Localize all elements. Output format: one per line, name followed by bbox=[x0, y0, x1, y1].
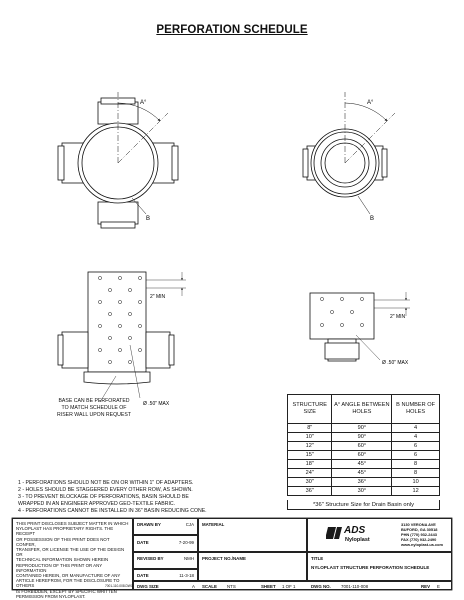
general-notes bbox=[18, 480, 207, 515]
material-cell: MATERIAL bbox=[198, 518, 307, 552]
schedule-footnote: *36" Structure Size for Drain Basin only bbox=[287, 500, 440, 510]
drawn-by-cell: DRAWN BY CJA bbox=[133, 518, 198, 535]
title-cell: TITLE NYLOPLAST STRUCTURE PERFORATION SCHEDULE bbox=[307, 552, 452, 581]
note-1: 1 - PERFORATIONS SHOULD NOT BE ON OR WITHIN 1" OF ADAPTERS. bbox=[18, 480, 194, 486]
header-angle: A° ANGLE BETWEEN HOLES bbox=[332, 395, 392, 424]
b-label-left: B bbox=[146, 216, 151, 222]
base-note: BASE CAN BE PERFORATED TO MATCH SCHEDULE OF RISER WALL UPON REQUEST bbox=[57, 398, 131, 418]
table-header-row bbox=[288, 395, 440, 424]
right-elevation bbox=[310, 292, 410, 361]
table-row: 12" 60° 6 bbox=[288, 442, 440, 451]
note-3-cont: WRAPPED IN AN ENGINEER APPROVED GEO-TEXTILE FABRIC. bbox=[18, 501, 176, 507]
date-cell: DATE 7-20-99 bbox=[133, 535, 198, 552]
table-row: 8" 90° 4 bbox=[288, 424, 440, 433]
date2-cell: DATE 11-3-18 bbox=[133, 569, 198, 581]
note-4: 4 - PERFORATIONS CANNOT BE INSTALLED IN 36" BASIN REDUCING CONE. bbox=[18, 508, 207, 514]
project-cell: PROJECT NO./NAME bbox=[198, 552, 307, 581]
company-cell bbox=[307, 518, 452, 552]
page-title: PERFORATION SCHEDULE bbox=[156, 24, 308, 36]
header-structure-size: STRUCTURE SIZE bbox=[288, 395, 332, 424]
ads-logo: ADS Nyloplast bbox=[326, 524, 382, 546]
table-row: 36" 30° 12 bbox=[288, 487, 440, 496]
header-holes: B NUMBER OF HOLES bbox=[392, 395, 440, 424]
min-label-left: 2" MIN bbox=[150, 294, 166, 300]
table-row: 18" 45° 8 bbox=[288, 460, 440, 469]
left-elevation bbox=[58, 272, 186, 402]
angle-label-left: A° bbox=[140, 100, 147, 106]
disclaimer-box: THIS PRINT DISCLOSES SUBJECT MATTER IN WHICH NYLOPLAST HAS PROPRIETARY RIGHTS. THE RECEIPT OR POSSESSION OF THIS PRINT DOES NOT CONFER, TRANSFER, OR LICENSE THE USE OF THE DESIGN OR TECHNICAL INFORMATION SHOWN HEREIN REPRODUCTION OF THIS PRINT OR ANY INFORMATION CONTAINED HEREIN, OR MANUFACTURE OF ANY ARTICLE HEREFROM, FOR THE DISCLOSURE TO OTHERS IS FORBIDDEN, EXCEPT BY SPECIFIC WRITTEN PERMISSION FROM NYLOPLAST. bbox=[12, 518, 133, 590]
table-row: 30" 36° 10 bbox=[288, 478, 440, 487]
file-ref: 7001-110-008.DWG bbox=[105, 584, 134, 588]
left-plan-view bbox=[58, 92, 178, 228]
table-row: 15" 60° 6 bbox=[288, 451, 440, 460]
revised-by-cell: REVISED BY NMH bbox=[133, 552, 198, 569]
perforation-schedule-table bbox=[287, 394, 440, 496]
bottom-strip: DWG SIZE A SCALE NTS SHEET 1 OF 1 DWG NO. 7001-110-008 REV E bbox=[133, 581, 452, 590]
right-plan-view bbox=[303, 92, 395, 214]
angle-label-right: A° bbox=[367, 100, 374, 106]
table-row: 10" 90° 4 bbox=[288, 433, 440, 442]
b-label-right: B bbox=[370, 216, 375, 222]
table-row: 24" 45° 8 bbox=[288, 469, 440, 478]
company-address: 3130 VERONA AVE BUFORD, GA 30518 PHN (770) 932-2443 FAX (770) 932-2490 www.nyloplast-us.com bbox=[401, 522, 444, 547]
max-label-left: Ø .50" MAX bbox=[143, 401, 170, 407]
note-3: 3 - TO PREVENT BLOCKAGE OF PERFORATIONS, BASIN SHOULD BE bbox=[18, 494, 189, 500]
max-label-right: Ø .50" MAX bbox=[382, 360, 409, 366]
min-label-right: 2" MIN bbox=[390, 314, 406, 320]
note-2: 2 - HOLES SHOULD BE STAGGERED EVERY OTHER ROW, AS SHOWN. bbox=[18, 487, 193, 493]
